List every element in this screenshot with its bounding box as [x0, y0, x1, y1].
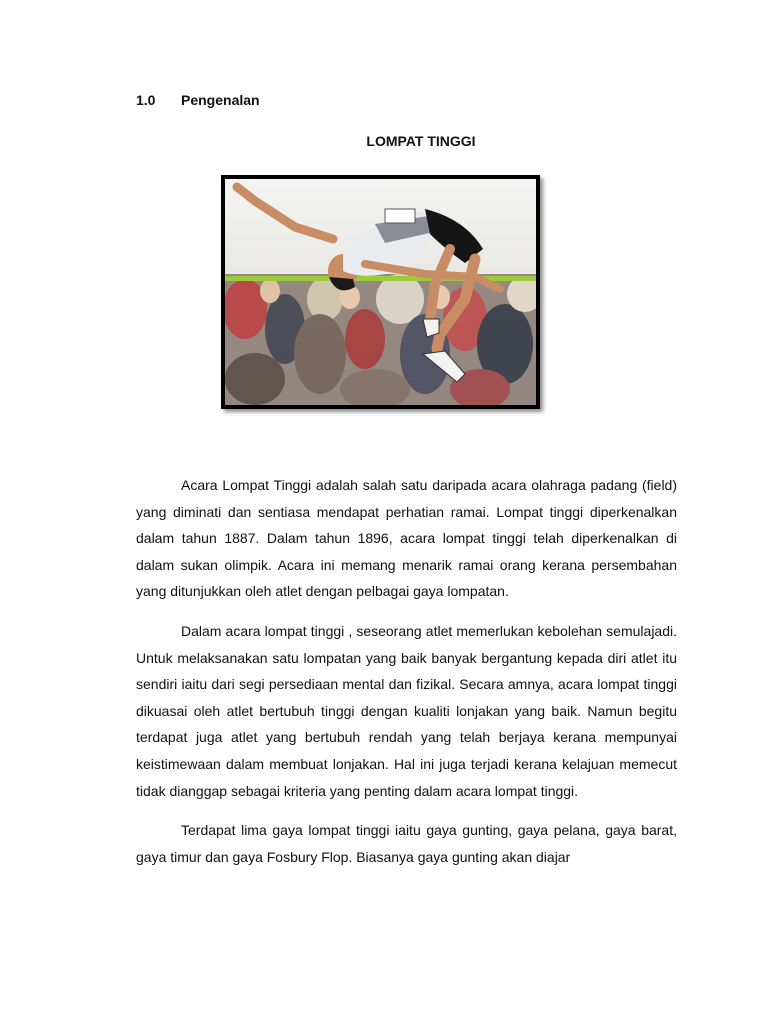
paragraph-1: Acara Lompat Tinggi adalah salah satu daripada acara olahraga padang (field) yang diminati dan sentiasa mendapat perhatian ramai. Lompat tinggi diperkenalkan dalam tahun 1887. Dalam tahun 1896, acara lompat tinggi telah diperkenalkan di dalam sukan olimpik. Acara ini memang menarik ramai orang kerana persembahan yang ditunjukkan oleh atlet dengan pelbagai gaya lompatan.: [136, 477, 677, 600]
section-heading: [136, 92, 260, 108]
crowd-background: [225, 274, 536, 405]
section-number: 1.0: [136, 92, 156, 108]
high-jump-photo: [221, 175, 540, 409]
section-title: Pengenalan: [181, 92, 260, 108]
paragraph-2: Dalam acara lompat tinggi , seseorang atlet memerlukan kebolehan semulajadi. Untuk melaksanakan satu lompatan yang baik banyak bergantung kepada diri atlet itu sendiri iaitu dari segi persediaan mental dan fizikal. Secara amnya, acara lompat tinggi dikuasai oleh atlet bertubuh tinggi dengan kualiti lonjakan yang baik. Namun begitu terdapat juga atlet yang bertubuh rendah yang telah berjaya kerana mempunyai keistimewaan dalam membuat lonjakan. Hal ini juga terjadi kerana kelajuan memecut tidak dianggap sebagai kriteria yang penting dalam acara lompat tinggi.: [136, 622, 677, 799]
high-jump-illustration: [225, 179, 536, 405]
document-title: LOMPAT TINGGI: [366, 133, 476, 149]
body-text: [136, 472, 677, 883]
paragraph-3: Terdapat lima gaya lompat tinggi iaitu gaya gunting, gaya pelana, gaya barat, gaya timur dan gaya Fosbury Flop. Biasanya gaya gunting akan diajar: [136, 822, 677, 865]
